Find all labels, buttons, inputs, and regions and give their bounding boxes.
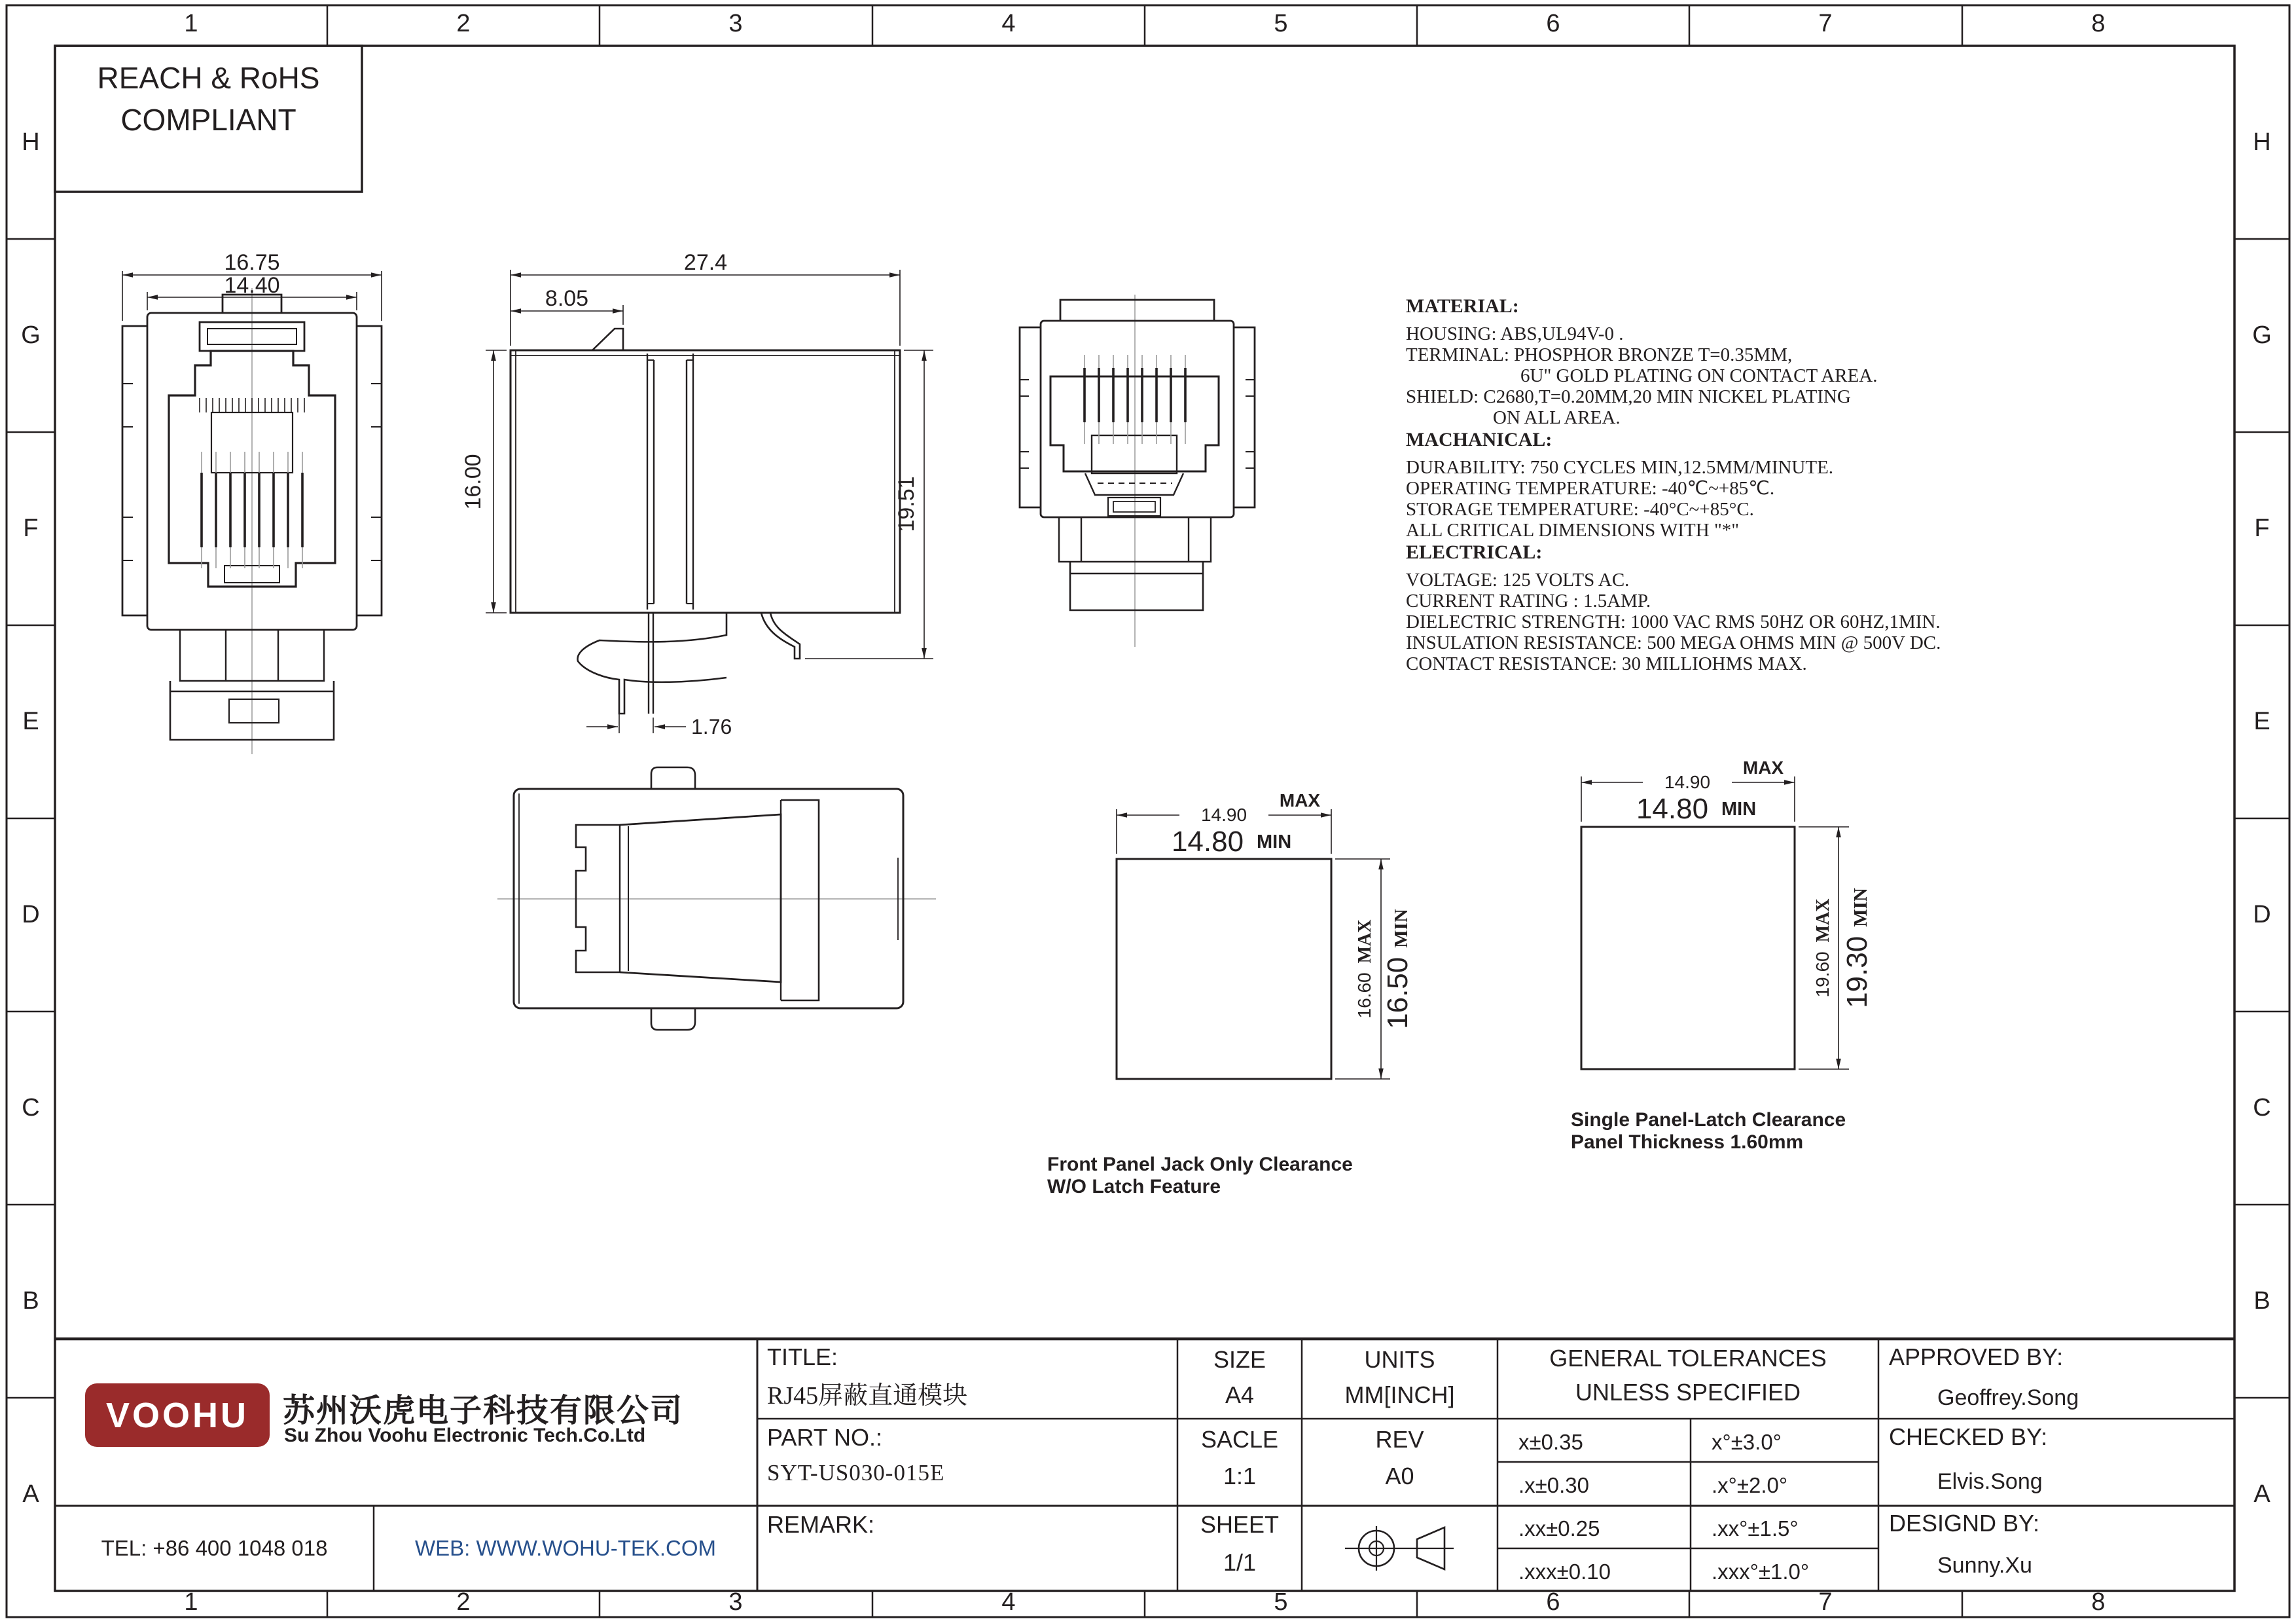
- tolerance-cell: .x±0.30: [1518, 1473, 1590, 1497]
- spec-line: 6U" GOLD PLATING ON CONTACT AREA.: [1520, 365, 1878, 386]
- tolerance-heading1: GENERAL TOLERANCES: [1549, 1345, 1827, 1372]
- grid-col-label-top: 2: [456, 10, 471, 37]
- clearance-latch-caption1: Single Panel-Latch Clearance: [1571, 1109, 1846, 1131]
- grid-row-label-left: F: [23, 515, 39, 542]
- grid-row-label-right: H: [2253, 128, 2271, 156]
- grid-col-label-top: 4: [1001, 10, 1016, 37]
- spec-line: ON ALL AREA.: [1493, 407, 1621, 428]
- rear-view-drawing: [1011, 288, 1319, 655]
- clearance-latch-height-max-label: MAX: [1813, 898, 1833, 943]
- side-view-dimensions: [486, 270, 933, 733]
- part-no-value: SYT-US030-015E: [767, 1460, 945, 1486]
- tolerance-cell: x°±3.0°: [1712, 1430, 1782, 1454]
- clearance-front-width-min: 14.80: [1171, 826, 1244, 858]
- dim-side-overall-depth: 27.4: [683, 250, 728, 275]
- company-web: WEB: WWW.WOHU-TEK.COM: [414, 1536, 717, 1560]
- grid-col-label-top: 1: [184, 10, 198, 37]
- size-value: A4: [1225, 1381, 1255, 1408]
- grid-row-label-right: E: [2253, 708, 2270, 735]
- clearance-front-height-max-label: MAX: [1355, 919, 1375, 964]
- tolerance-cell: x±0.35: [1518, 1430, 1583, 1454]
- tolerance-heading2: UNLESS SPECIFIED: [1575, 1379, 1801, 1406]
- rear-view-outline: [1020, 300, 1255, 610]
- scale-value: 1:1: [1223, 1463, 1257, 1489]
- clearance-panel-latch-diagram: [1551, 746, 1970, 1231]
- spec-electrical-heading: ELECTRICAL:: [1406, 541, 1543, 563]
- clearance-front-height-min-group: [1382, 909, 1414, 1029]
- front-view-drawing: [98, 250, 399, 759]
- grid-row-label-left: E: [22, 708, 39, 735]
- side-view-outline: [511, 329, 900, 714]
- grid-col-label-bottom: 5: [1274, 1588, 1288, 1616]
- dim-side-latch-offset: 1.76: [691, 715, 732, 739]
- clearance-front-panel-diagram: [1041, 779, 1420, 1205]
- spec-line: DURABILITY: 750 CYCLES MIN,12.5MM/MINUTE.: [1406, 457, 1834, 478]
- company-tel: TEL: +86 400 1048 018: [101, 1536, 328, 1560]
- tolerance-cell: .x°±2.0°: [1712, 1473, 1788, 1497]
- spec-line: HOUSING: ABS,UL94V-0 .: [1406, 323, 1624, 344]
- spec-line: SHIELD: C2680,T=0.20MM,20 MIN NICKEL PLATING: [1406, 386, 1851, 407]
- checked-by-value: Elvis.Song: [1937, 1469, 2043, 1494]
- top-view-drawing: [494, 759, 939, 1034]
- tolerance-cell: .xx°±1.5°: [1712, 1516, 1799, 1541]
- clearance-front-cutout: [1117, 859, 1331, 1079]
- approved-by-value: Geoffrey.Song: [1937, 1385, 2079, 1410]
- clearance-front-height-max-group: [1354, 920, 1375, 1019]
- title-value: RJ45屏蔽直通模块: [767, 1382, 968, 1410]
- company-logo: [85, 1383, 270, 1447]
- units-label: UNITS: [1364, 1346, 1435, 1373]
- approved-by-label: APPROVED BY:: [1889, 1343, 2064, 1370]
- spec-line: INSULATION RESISTANCE: 500 MEGA OHMS MIN @ 500V DC.: [1406, 632, 1941, 653]
- clearance-latch-width-max-label: MAX: [1742, 757, 1784, 778]
- sheet-value: 1/1: [1223, 1549, 1257, 1576]
- rev-label: REV: [1375, 1426, 1424, 1453]
- units-value: MM[INCH]: [1344, 1381, 1455, 1408]
- clearance-latch-width-min: 14.80: [1636, 793, 1709, 825]
- designed-by-label: DESIGND BY:: [1889, 1510, 2040, 1537]
- grid-row-label-right: C: [2253, 1094, 2271, 1122]
- grid-row-label-right: B: [2253, 1287, 2270, 1315]
- grid-col-label-bottom: 8: [2091, 1588, 2106, 1616]
- dim-front-body-width: 14.40: [224, 273, 280, 298]
- grid-col-label-bottom: 6: [1546, 1588, 1560, 1616]
- spec-material-heading: MATERIAL:: [1406, 295, 1519, 317]
- clearance-front-caption2: W/O Latch Feature: [1047, 1176, 1221, 1197]
- grid-row-label-left: B: [22, 1287, 39, 1315]
- compliance-badge-line1: REACH & RoHS: [97, 61, 320, 95]
- tolerance-cell: .xxx°±1.0°: [1712, 1559, 1810, 1584]
- grid-row-label-left: G: [21, 321, 41, 349]
- grid-col-label-bottom: 4: [1001, 1588, 1016, 1616]
- clearance-front-width-max-label: MAX: [1279, 790, 1321, 811]
- title-label: TITLE:: [767, 1343, 838, 1370]
- grid-row-label-left: D: [22, 901, 40, 928]
- clearance-latch-caption2: Panel Thickness 1.60mm: [1571, 1131, 1804, 1153]
- grid-row-label-right: G: [2252, 321, 2272, 349]
- clearance-latch-height-max: 19.60: [1812, 951, 1833, 998]
- clearance-latch-height-min-group: [1841, 888, 1873, 1008]
- grid-col-label-bottom: 7: [1818, 1588, 1833, 1616]
- clearance-latch-dimensions: [1581, 776, 1849, 1069]
- spec-line: CURRENT RATING : 1.5AMP.: [1406, 591, 1651, 611]
- spec-line: DIELECTRIC STRENGTH: 1000 VAC RMS 50HZ OR 60HZ,1MIN.: [1406, 611, 1941, 632]
- tolerance-cell: .xxx±0.10: [1518, 1559, 1611, 1584]
- designed-by-value: Sunny.Xu: [1937, 1553, 2032, 1578]
- clearance-front-caption1: Front Panel Jack Only Clearance: [1047, 1154, 1353, 1175]
- clearance-latch-cutout: [1581, 827, 1795, 1069]
- clearance-latch-height-min-label: MIN: [1850, 888, 1871, 927]
- clearance-front-dimensions: [1117, 809, 1390, 1079]
- spec-line: STORAGE TEMPERATURE: -40°C~+85°C.: [1406, 499, 1754, 520]
- grid-row-label-left: A: [22, 1480, 39, 1508]
- grid-row-label-right: F: [2254, 515, 2270, 542]
- dim-side-front-depth: 8.05: [545, 286, 589, 311]
- spec-text-block: [1406, 295, 2139, 674]
- clearance-latch-height-max-group: [1812, 899, 1833, 998]
- dim-side-overall-height: 19.51: [894, 476, 919, 532]
- scale-label: SACLE: [1200, 1426, 1279, 1453]
- grid-row-label-right: D: [2253, 901, 2271, 928]
- grid-col-label-bottom: 1: [184, 1588, 198, 1616]
- spec-line: TERMINAL: PHOSPHOR BRONZE T=0.35MM,: [1406, 344, 1793, 365]
- checked-by-label: CHECKED BY:: [1889, 1423, 2048, 1450]
- part-no-label: PART NO.:: [767, 1424, 883, 1451]
- remark-label: REMARK:: [767, 1511, 875, 1538]
- grid-col-label-top: 7: [1818, 10, 1833, 37]
- clearance-front-height-min: 16.50: [1382, 957, 1414, 1029]
- grid-row-label-left: H: [22, 128, 40, 156]
- grid-col-label-bottom: 3: [728, 1588, 743, 1616]
- grid-col-label-top: 6: [1546, 10, 1560, 37]
- dim-side-body-height: 16.00: [461, 454, 486, 510]
- compliance-badge-line2: COMPLIANT: [120, 103, 296, 137]
- spec-mechanical-heading: MACHANICAL:: [1406, 429, 1552, 450]
- grid-col-label-top: 8: [2091, 10, 2106, 37]
- rev-value: A0: [1385, 1463, 1414, 1489]
- clearance-front-height-min-label: MIN: [1391, 909, 1412, 948]
- clearance-front-width-max: 14.90: [1200, 805, 1247, 825]
- dim-front-overall-width: 16.75: [224, 250, 280, 275]
- clearance-front-height-max: 16.60: [1354, 972, 1374, 1019]
- size-label: SIZE: [1213, 1346, 1266, 1373]
- spec-line: OPERATING TEMPERATURE: -40℃~+85℃.: [1406, 478, 1775, 499]
- company-name-cn: 苏州沃虎电子科技有限公司: [283, 1393, 684, 1429]
- company-name-en: Su Zhou Voohu Electronic Tech.Co.Ltd: [284, 1425, 646, 1446]
- spec-line: ALL CRITICAL DIMENSIONS WITH "*": [1406, 520, 1740, 541]
- tolerance-cell: .xx±0.25: [1518, 1516, 1600, 1541]
- grid-row-label-left: C: [22, 1094, 40, 1122]
- side-view-drawing: [452, 250, 956, 740]
- clearance-latch-width-max: 14.90: [1664, 772, 1711, 792]
- sheet-label: SHEET: [1200, 1511, 1280, 1538]
- projection-symbol-icon: [1337, 1521, 1462, 1576]
- company-logo-text: VOOHU: [105, 1395, 249, 1435]
- grid-col-label-top: 3: [728, 10, 743, 37]
- grid-row-label-right: A: [2253, 1480, 2270, 1508]
- spec-line: VOLTAGE: 125 VOLTS AC.: [1406, 570, 1630, 591]
- spec-line: CONTACT RESISTANCE: 30 MILLIOHMS MAX.: [1406, 653, 1807, 674]
- clearance-front-width-min-label: MIN: [1257, 831, 1292, 852]
- clearance-latch-width-min-label: MIN: [1721, 799, 1757, 820]
- grid-col-label-bottom: 2: [456, 1588, 471, 1616]
- clearance-latch-height-min: 19.30: [1841, 936, 1873, 1008]
- grid-col-label-top: 5: [1274, 10, 1288, 37]
